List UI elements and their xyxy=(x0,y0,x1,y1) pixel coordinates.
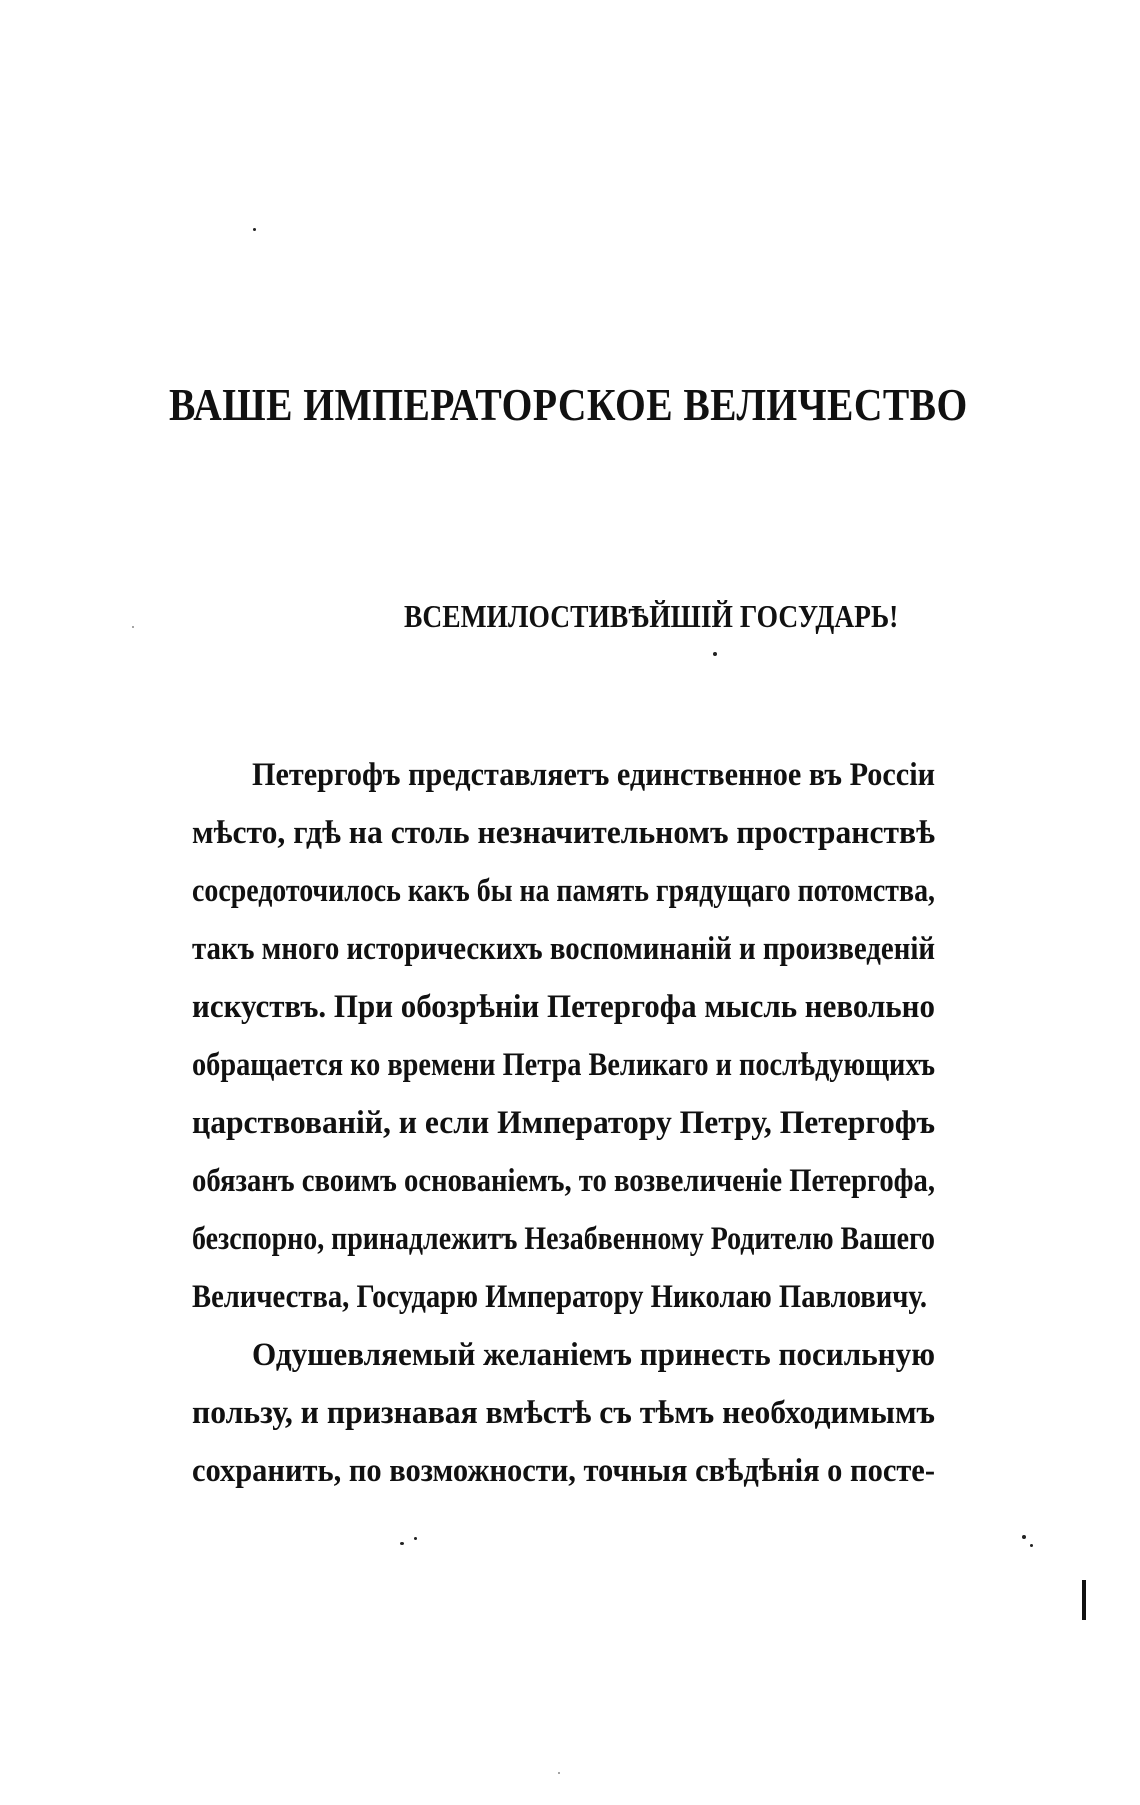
scan-speck xyxy=(253,228,256,231)
body-line: безспорно, принадлежитъ Незабвенному Родителю Вашего xyxy=(192,1221,936,1257)
scan-speck xyxy=(132,626,134,628)
scan-edge-mark xyxy=(1082,1580,1086,1620)
body-line: такъ много историческихъ воспоминаній и произведеній xyxy=(192,931,936,967)
body-line: пользу, и признавая вмѣстѣ съ тѣмъ необходимымъ xyxy=(192,1395,935,1431)
dedication-title: ВАШЕ ИМПЕРАТОРСКОЕ ВЕЛИЧЕСТВО xyxy=(168,379,968,430)
scan-speck xyxy=(400,1542,404,1545)
scan-speck xyxy=(1030,1544,1033,1547)
body-line: сохранить, по возможности, точныя свѣдѣнія о посте- xyxy=(192,1453,935,1489)
body-line: Петергофъ представляетъ единственное въ Россіи xyxy=(252,757,936,793)
body-line: обязанъ своимъ основаніемъ, то возвеличеніе Петергофа, xyxy=(192,1163,936,1199)
body-line: мѣсто, гдѣ на столь незначительномъ пространствѣ xyxy=(192,815,936,851)
body-line: Величества, Государю Императору Николаю Павловичу. xyxy=(192,1279,927,1315)
salutation-text: ВСЕМИЛОСТИВѢЙШІЙ ГОСУДАРЬ! xyxy=(404,598,899,634)
body-line: сосредоточилось какъ бы на память грядущаго потомства, xyxy=(192,873,935,909)
body-line: искуствъ. При обозрѣніи Петергофа мысль невольно xyxy=(192,989,935,1025)
scan-speck xyxy=(1022,1535,1026,1539)
body-line: Одушевляемый желаніемъ принесть посильную xyxy=(252,1337,936,1373)
scan-speck xyxy=(558,1772,560,1774)
scan-speck xyxy=(414,1537,417,1540)
body-line: царствованій, и если Императору Петру, Петергофъ xyxy=(192,1105,936,1141)
body-line: обращается ко времени Петра Великаго и послѣдующихъ xyxy=(192,1047,935,1083)
scan-speck xyxy=(713,652,717,656)
